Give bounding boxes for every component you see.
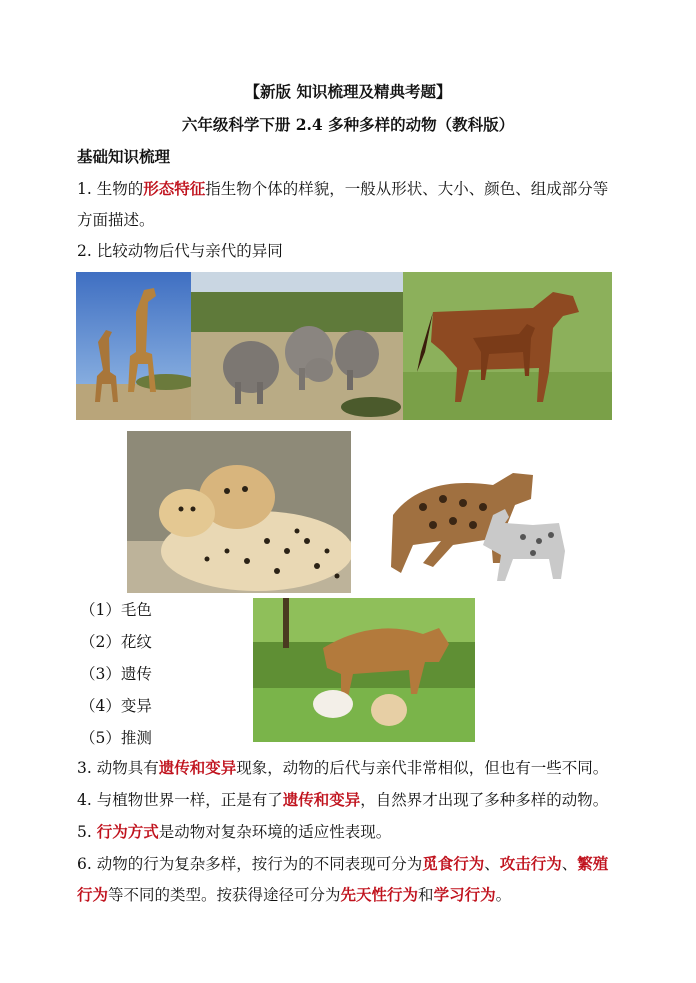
paragraph-2: 2. 比较动物后代与亲代的异同	[77, 242, 283, 260]
text: 1. 生物的	[77, 180, 144, 198]
paragraph-1	[77, 179, 608, 199]
list-item: （5）推测	[80, 729, 152, 747]
text: 、	[561, 855, 578, 873]
list-item: （1）毛色	[80, 601, 152, 619]
paragraph-4	[77, 790, 608, 810]
highlight-term: 行为方式	[96, 822, 159, 841]
highlight-term: 繁殖	[577, 854, 609, 873]
paragraph-1-cont: 方面描述。	[77, 211, 155, 229]
document-subtitle: 六年级科学下册 2.4 多种多样的动物（教科版）	[181, 115, 515, 134]
list-item: （4）变异	[80, 697, 152, 715]
giraffes-photo	[76, 272, 192, 420]
highlight-term: 行为	[77, 885, 109, 904]
highlight-term: 先天性行为	[340, 885, 419, 904]
highlight-term: 遗传和变异	[282, 790, 361, 809]
text: 3. 动物具有	[77, 759, 159, 777]
list-item: （2）花纹	[80, 633, 152, 651]
text: 等不同的类型。按获得途径可分为	[108, 886, 341, 904]
text: 4. 与植物世界一样，正是有了	[77, 791, 283, 809]
elephants-photo	[191, 272, 403, 420]
text: 。	[495, 886, 512, 904]
text: 5.	[77, 823, 97, 841]
paragraph-5	[77, 822, 391, 842]
text: ，自然界才出现了多种多样的动物。	[360, 791, 609, 809]
horses-photo	[403, 272, 612, 420]
cats-photo	[383, 455, 571, 585]
document-title: 【新版 知识梳理及精典考题】	[244, 82, 452, 101]
paragraph-6-cont	[77, 885, 511, 905]
highlight-term: 遗传和变异	[158, 758, 237, 777]
text: 、	[484, 855, 500, 873]
list-item: （3）遗传	[80, 665, 152, 683]
text: 和	[418, 886, 434, 904]
highlight-term: 觅食行为	[422, 854, 485, 873]
paragraph-3	[77, 758, 608, 778]
text: 6. 动物的行为复杂多样，按行为的不同表现可分为	[77, 855, 423, 873]
section-heading: 基础知识梳理	[77, 147, 171, 166]
dog-puppies-photo	[253, 598, 475, 742]
cheetahs-photo	[127, 431, 351, 593]
text: 指生物个体的样貌，一般从形状、大小、颜色、组成部分等	[205, 180, 609, 198]
highlight-term: 攻击行为	[499, 854, 562, 873]
text: 现象，动物的后代与亲代非常相似，但也有一些不同。	[236, 759, 609, 777]
text: 是动物对复杂环境的适应性表现。	[158, 823, 392, 841]
paragraph-6	[77, 854, 608, 874]
highlight-term: 形态特征	[143, 179, 206, 198]
highlight-term: 学习行为	[433, 885, 496, 904]
